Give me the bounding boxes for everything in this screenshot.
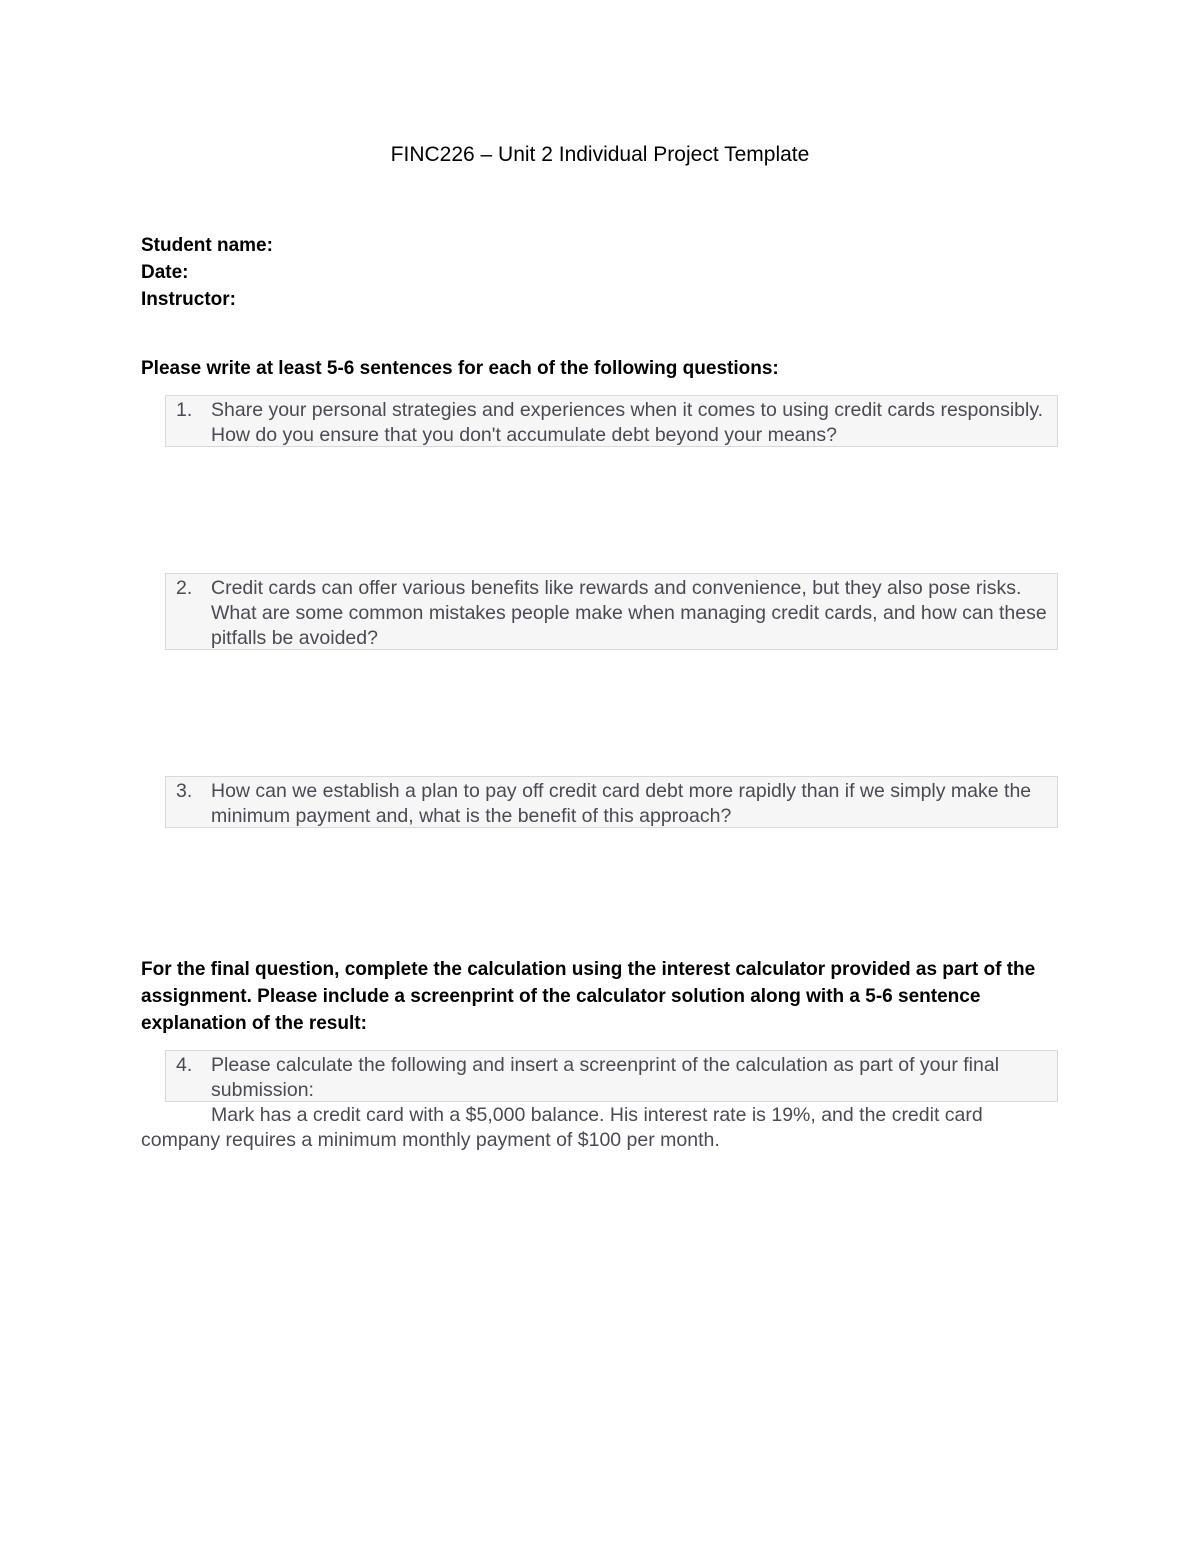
instructions-heading: Please write at least 5-6 sentences for each of the following questions: [141,358,779,379]
question-2-text: Credit cards can offer various benefits like rewards and convenience, but they also pose risks. What are some common mistakes people make when managing credit cards, and how can these pitfalls be avoided? [211,577,1047,649]
question-4 [165,1050,1058,1102]
question-1 [165,395,1058,447]
final-question-instructions: For the final question, complete the calculation using the interest calculator provided as part of the assignment. Please include a screenprint of the calculator solution along with a 5-6 sentence explanation of the result: [141,959,1036,1034]
question-3-text: How can we establish a plan to pay off credit card debt more rapidly than if we simply make the minimum payment and, what is the benefit of this approach? [211,780,1032,827]
question-4-number: 4. [176,1054,193,1076]
question-3-number: 3. [176,780,193,802]
question-1-text: Share your personal strategies and experiences when it comes to using credit cards responsibly. How do you ensure that you don't accumulate debt beyond your means? [211,399,1044,446]
question-3 [165,776,1058,828]
student-info-block [141,232,273,313]
question-1-number: 1. [176,399,193,421]
instructor-label: Instructor: [141,289,236,310]
date-label: Date: [141,262,189,283]
calculation-scenario: Mark has a credit card with a $5,000 balance. His interest rate is 19%, and the credit card company requires a minimum monthly payment of $100 per month. [141,1104,983,1151]
question-2 [165,573,1058,650]
question-4-text: Please calculate the following and insert a screenprint of the calculation as part of your final submission: [211,1054,1000,1101]
page-title: FINC226 – Unit 2 Individual Project Template [390,143,810,166]
question-2-number: 2. [176,577,193,599]
student-name-label: Student name: [141,235,273,256]
